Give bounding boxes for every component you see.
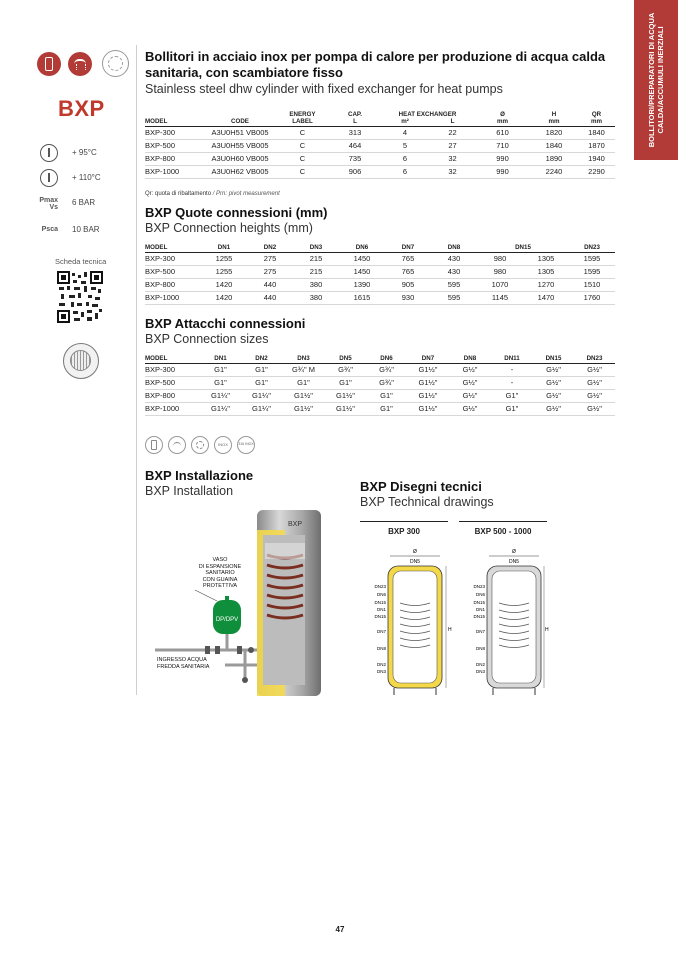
side-category-tab: [634, 0, 678, 160]
drawing-connection-label: DN2: [475, 662, 485, 667]
heights-table-cell: 1760: [569, 292, 615, 305]
th3-dn5: DN5: [325, 355, 366, 364]
psca-value: 10 BAR: [72, 225, 100, 234]
sizes-table-cell: G½": [449, 403, 491, 416]
heights-table-row: [145, 292, 615, 305]
max-temp-coil: + 110°C: [72, 173, 101, 182]
heights-table-cell: 1305: [523, 266, 569, 279]
sizes-table-cell: G1": [282, 377, 325, 390]
th2-dn6: DN6: [339, 244, 385, 253]
models-table: [145, 111, 615, 179]
sizes-table-cell: G1": [491, 390, 533, 403]
heights-table-row: [145, 266, 615, 279]
thermometer-coil-icon: [40, 169, 58, 187]
drawing1-title: BXP 300: [360, 521, 448, 536]
vaso-l5: PROTETTIVA: [202, 583, 238, 589]
sizes-table-row: [145, 403, 615, 416]
boiler-outline-icon: [145, 436, 163, 454]
models-table-cell: BXP-1000: [145, 166, 205, 179]
max-temp-dhw: + 95°C: [72, 148, 97, 157]
heights-table-cell: 1420: [201, 292, 247, 305]
tank-label: BXP: [288, 521, 303, 528]
boiler-icon: [37, 52, 61, 76]
sizes-table-cell: G1¼": [200, 403, 241, 416]
drawing-connection-label: DN3: [475, 669, 485, 674]
heights-table-cell: BXP-500: [145, 266, 201, 279]
models-table-cell: 313: [330, 127, 380, 140]
sizes-table-cell: G1½": [282, 403, 325, 416]
sizes-table-cell: G½": [533, 364, 574, 377]
heights-table-cell: 1420: [201, 279, 247, 292]
sizes-table-cell: G1½": [407, 403, 449, 416]
svg-text:Ø: Ø: [413, 549, 417, 555]
scheda-tecnica-label: Scheda tecnica: [55, 257, 107, 266]
models-table-cell: 2290: [578, 166, 615, 179]
drawing-bxp-500-1000: [473, 549, 549, 695]
drawing-bxp-300: [374, 549, 452, 695]
sizes-table-cell: G1": [241, 377, 282, 390]
th2-dn3: DN3: [293, 244, 339, 253]
th3-dn2: DN2: [241, 355, 282, 364]
sizes-table-row: [145, 377, 615, 390]
note-en: / Prn: pivot measurement: [212, 191, 280, 197]
heights-table-cell: 1450: [339, 253, 385, 266]
heights-table-row: [145, 253, 615, 266]
heights-table-cell: 1145: [477, 292, 523, 305]
th-qr-unit: mm: [578, 118, 615, 127]
sizes-table-cell: BXP-500: [145, 377, 200, 390]
heights-table-cell: 595: [431, 279, 477, 292]
section-installation-title-en: BXP Installation: [145, 484, 234, 498]
ingresso-l2: FREDDA SANITARIA: [157, 663, 210, 670]
drawing-connection-label: DN15: [473, 614, 485, 619]
heights-table-cell: 1255: [201, 253, 247, 266]
models-table-cell: 4: [380, 127, 430, 140]
th-h: H: [551, 111, 557, 118]
models-table-cell: C: [275, 140, 330, 153]
heights-table-cell: 1270: [523, 279, 569, 292]
models-table-cell: 710: [475, 140, 530, 153]
heights-table-cell: 440: [247, 279, 293, 292]
section-installation-title-it: BXP Installazione: [145, 468, 254, 483]
heights-table-cell: BXP-1000: [145, 292, 201, 305]
thermometer-icon: [40, 144, 58, 162]
heights-table-cell: 1390: [339, 279, 385, 292]
heights-table-cell: 215: [293, 253, 339, 266]
heights-table-cell: BXP-800: [145, 279, 201, 292]
sizes-table-cell: G¾": [366, 377, 407, 390]
shower-outline-icon: [168, 436, 186, 454]
models-table-cell: 32: [430, 166, 475, 179]
th2-model: MODEL: [145, 244, 201, 253]
models-table-cell: C: [275, 127, 330, 140]
models-table-row: [145, 153, 615, 166]
sizes-table-cell: G½": [574, 390, 615, 403]
inox-badge-text: INOX: [218, 442, 228, 447]
heights-table-cell: 215: [293, 266, 339, 279]
inox-316-badge: [237, 436, 255, 454]
sizes-table-row: [145, 364, 615, 377]
models-table-row: [145, 140, 615, 153]
svg-text:H: H: [545, 627, 549, 633]
heights-table-cell: 595: [431, 292, 477, 305]
sizes-table-row: [145, 390, 615, 403]
sizes-table-cell: G1¼": [241, 390, 282, 403]
sizes-table-cell: BXP-1000: [145, 403, 200, 416]
th3-dn23: DN23: [574, 355, 615, 364]
models-table-cell: 906: [330, 166, 380, 179]
sizes-table-cell: G1½": [407, 377, 449, 390]
drawing-connection-label: DN8: [376, 646, 386, 651]
th2-dn8: DN8: [431, 244, 477, 253]
heights-table-cell: 430: [431, 266, 477, 279]
th-label: LABEL: [275, 118, 330, 127]
models-table-cell: A3U0H51 VB005: [205, 127, 275, 140]
th3-dn8: DN8: [449, 355, 491, 364]
inox-badge: [214, 436, 232, 454]
th3-dn7: DN7: [407, 355, 449, 364]
section-sizes-title-en: BXP Connection sizes: [145, 332, 269, 346]
heights-table-cell: 930: [385, 292, 431, 305]
models-table-cell: A3U0H60 VB005: [205, 153, 275, 166]
heights-table-cell: 380: [293, 292, 339, 305]
heights-table-cell: 1070: [477, 279, 523, 292]
drawing-connection-label: DN23: [473, 584, 485, 589]
models-table-cell: 1840: [578, 127, 615, 140]
qr-code-icon[interactable]: [57, 271, 103, 323]
th-phi: Ø: [500, 111, 505, 118]
note-it: Qr: quota di ribaltamento: [145, 191, 212, 197]
heights-table-cell: 380: [293, 279, 339, 292]
svg-text:DN5: DN5: [409, 559, 421, 565]
side-tab-line2: CALDA/ACCUMULI INERZIALI: [656, 26, 665, 134]
th-cap-unit: L: [330, 118, 380, 127]
heights-table-cell: 1510: [569, 279, 615, 292]
section-drawings-title-it: BXP Disegni tecnici: [360, 479, 482, 494]
section-heights-title-en: BXP Connection heights (mm): [145, 221, 313, 235]
heights-table-cell: 1450: [339, 266, 385, 279]
models-table-cell: 1870: [578, 140, 615, 153]
models-table-cell: 32: [430, 153, 475, 166]
models-table-cell: 1890: [530, 153, 578, 166]
models-table-row: [145, 127, 615, 140]
models-table-cell: 2240: [530, 166, 578, 179]
models-table-cell: 990: [475, 166, 530, 179]
vaso-l3: SANITARIO: [205, 570, 235, 576]
models-table-cell: 464: [330, 140, 380, 153]
models-table-cell: 1940: [578, 153, 615, 166]
svg-text:DN5: DN5: [508, 559, 520, 565]
drawing-connection-label: DN23: [374, 584, 386, 589]
sizes-table-cell: G1": [241, 364, 282, 377]
ingresso-caption: [157, 657, 209, 670]
sizes-table-cell: G1½": [282, 390, 325, 403]
sizes-table-cell: G1": [200, 377, 241, 390]
sizes-table-cell: G1": [325, 377, 366, 390]
heights-table-cell: 980: [477, 266, 523, 279]
sizes-table-cell: G1½": [325, 390, 366, 403]
shower-icon: [68, 52, 92, 76]
drawing-connection-label: DN3: [376, 669, 386, 674]
heights-table-cell: 1255: [201, 266, 247, 279]
heights-table-cell: 440: [247, 292, 293, 305]
heights-table-row: [145, 279, 615, 292]
models-table-row: [145, 166, 615, 179]
page-title-it: Bollitori in acciaio inox per pompa di calore per produzione di acqua calda sanitaria, con scambiatore fisso: [145, 49, 606, 80]
models-table-cell: 5: [380, 140, 430, 153]
sizes-table-cell: G½": [449, 377, 491, 390]
sizes-table-cell: G½": [574, 403, 615, 416]
sizes-table-cell: G1¼": [200, 390, 241, 403]
sizes-table-cell: G1½": [325, 403, 366, 416]
heights-table-cell: 765: [385, 253, 431, 266]
sizes-table-cell: G1": [491, 403, 533, 416]
models-table-cell: 22: [430, 127, 475, 140]
vessel-label: DP/DPV: [215, 617, 239, 623]
column-divider: [136, 45, 137, 695]
sizes-table-cell: G1": [366, 390, 407, 403]
th3-model: MODEL: [145, 355, 200, 364]
models-table-cell: BXP-800: [145, 153, 205, 166]
heights-table-cell: 980: [477, 253, 523, 266]
drawing-connection-label: DN7: [376, 629, 386, 634]
certification-seal-icon: [63, 343, 99, 379]
fan-outline-icon: [191, 436, 209, 454]
heat-pump-icon: [102, 50, 129, 77]
heights-table-cell: 905: [385, 279, 431, 292]
th2-dn2: DN2: [247, 244, 293, 253]
models-table-cell: C: [275, 153, 330, 166]
psca-label: Psca: [41, 226, 58, 233]
th2-dn23: DN23: [569, 244, 615, 253]
sizes-table: [145, 355, 615, 416]
th-model: MODEL: [145, 118, 205, 127]
models-table-cell: 6: [380, 166, 430, 179]
sizes-table-cell: G1½": [407, 390, 449, 403]
inox-316-badge-text: 316 INOX: [238, 442, 254, 446]
sizes-table-cell: G1": [200, 364, 241, 377]
sizes-table-cell: G1½": [407, 364, 449, 377]
vaso-l4: CON GUAINA: [202, 576, 238, 583]
th3-dn6: DN6: [366, 355, 407, 364]
th3-dn1: DN1: [200, 355, 241, 364]
vaso-caption: [185, 557, 255, 590]
technical-drawings: [360, 543, 550, 698]
th2-dn7: DN7: [385, 244, 431, 253]
side-tab-line1: BOLLITORI/PREPARATORI DI ACQUA: [647, 12, 656, 148]
brand-title: BXP: [58, 96, 105, 121]
th3-dn11: DN11: [491, 355, 533, 364]
drawing-connection-label: DN15: [374, 600, 386, 605]
models-table-cell: 6: [380, 153, 430, 166]
models-table-cell: 990: [475, 153, 530, 166]
heights-table-cell: 1595: [569, 253, 615, 266]
th-phi-unit: mm: [475, 118, 530, 127]
page-title-en: Stainless steel dhw cylinder with fixed exchanger for heat pumps: [145, 82, 503, 96]
table-note: [145, 191, 280, 197]
heights-table-cell: 430: [431, 253, 477, 266]
drawing-connection-label: DN8: [475, 646, 485, 651]
svg-text:Ø: Ø: [512, 549, 516, 555]
models-table-cell: C: [275, 166, 330, 179]
heights-table-cell: 275: [247, 266, 293, 279]
drawing-connection-label: DN7: [475, 629, 485, 634]
sizes-table-cell: G½": [533, 403, 574, 416]
drawing-connection-label: DN15: [473, 600, 485, 605]
sizes-table-cell: G½": [574, 364, 615, 377]
section-drawings-title-en: BXP Technical drawings: [360, 495, 494, 509]
section-sizes-title-it: BXP Attacchi connessioni: [145, 316, 306, 331]
heights-table: [145, 244, 615, 305]
section-heights-title-it: BXP Quote connessioni (mm): [145, 205, 328, 220]
th-code: CODE: [205, 118, 275, 127]
models-table-cell: A3U0H62 VB005: [205, 166, 275, 179]
th-energy: ENERGY: [289, 111, 316, 118]
sizes-table-cell: G½": [574, 377, 615, 390]
drawing-connection-label: DN6: [376, 592, 386, 597]
sizes-table-cell: G½": [449, 390, 491, 403]
drawing-connection-label: DN2: [376, 662, 386, 667]
vaso-l2: DI ESPANSIONE: [198, 563, 242, 570]
models-table-cell: 735: [330, 153, 380, 166]
drawing-connection-label: DN1: [376, 607, 386, 612]
th2-dn1: DN1: [201, 244, 247, 253]
svg-text:H: H: [448, 627, 452, 633]
models-table-cell: 1820: [530, 127, 578, 140]
th2-dn15: DN15: [477, 244, 569, 253]
drawing-connection-label: DN15: [374, 614, 386, 619]
heights-table-cell: 1595: [569, 266, 615, 279]
vaso-l1: VASO: [212, 557, 228, 563]
sizes-table-cell: G¾": [366, 364, 407, 377]
sizes-table-cell: G½": [449, 364, 491, 377]
heights-table-cell: 1615: [339, 292, 385, 305]
heights-table-cell: 275: [247, 253, 293, 266]
ingresso-l1: INGRESSO ACQUA: [157, 657, 207, 663]
drawing-connection-label: DN6: [475, 592, 485, 597]
drawing-connection-label: DN1: [475, 607, 485, 612]
sizes-table-cell: G1¼": [241, 403, 282, 416]
sizes-table-cell: -: [491, 377, 533, 390]
models-table-cell: A3U0H55 VB005: [205, 140, 275, 153]
pmax-label: Pmax Vs: [39, 197, 58, 211]
drawing2-title: BXP 500 - 1000: [459, 521, 547, 536]
sizes-table-cell: G¾" M: [282, 364, 325, 377]
th-cap: CAP.: [348, 111, 362, 118]
sizes-table-cell: G1": [366, 403, 407, 416]
models-table-cell: BXP-300: [145, 127, 205, 140]
sizes-table-cell: -: [491, 364, 533, 377]
models-table-cell: 1840: [530, 140, 578, 153]
th-h-unit: mm: [530, 118, 578, 127]
models-table-cell: 27: [430, 140, 475, 153]
sizes-table-cell: G¾": [325, 364, 366, 377]
pmax-value: 6 BAR: [72, 198, 96, 207]
th-m2: m²: [380, 118, 430, 127]
heights-table-cell: 1470: [523, 292, 569, 305]
th-l: L: [430, 118, 475, 127]
heights-table-cell: 765: [385, 266, 431, 279]
models-table-cell: 610: [475, 127, 530, 140]
sizes-table-cell: BXP-800: [145, 390, 200, 403]
heights-table-cell: 1305: [523, 253, 569, 266]
th-heat-exchanger: HEAT EXCHANGER: [398, 111, 457, 118]
th-qr: QR: [591, 111, 602, 118]
heights-table-cell: BXP-300: [145, 253, 201, 266]
sizes-table-cell: G½": [533, 377, 574, 390]
th3-dn3: DN3: [282, 355, 325, 364]
sizes-table-cell: BXP-300: [145, 364, 200, 377]
models-table-cell: BXP-500: [145, 140, 205, 153]
th3-dn15: DN15: [533, 355, 574, 364]
sizes-table-cell: G½": [533, 390, 574, 403]
page-number: 47: [335, 925, 345, 934]
